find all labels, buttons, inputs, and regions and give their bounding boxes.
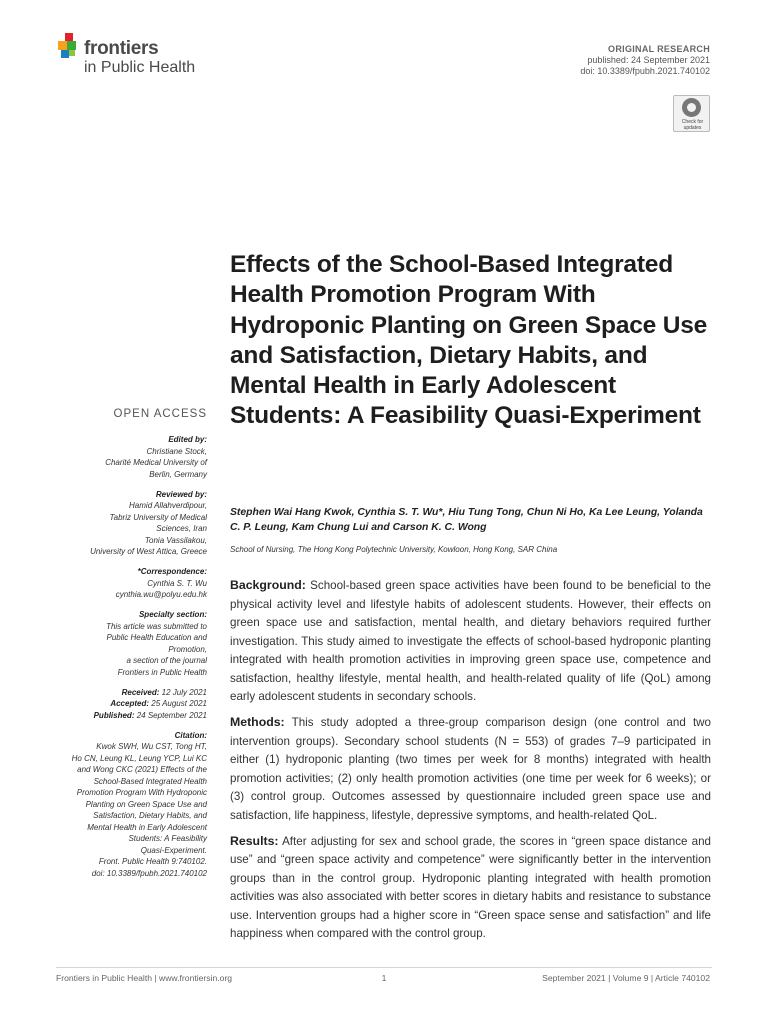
- crossmark-icon: [682, 98, 701, 117]
- abstract-results: [230, 832, 711, 944]
- published-date-sidebar: [60, 710, 207, 722]
- abstract: [230, 576, 711, 950]
- accepted-value: 25 August 2021: [151, 699, 207, 708]
- citation-line: Kwok SWH, Wu CST, Tong HT,: [96, 742, 207, 751]
- correspondence-name: Cynthia S. T. Wu: [147, 578, 207, 588]
- methods-label: Methods:: [230, 715, 285, 729]
- article-title: Effects of the School-Based Integrated Health Promotion Program With Hydroponic Planting on Green Space Use and Satisfaction, Dietary Habits, and Mental Health in Early Adolescent Students: A Feasibility Quasi-Experiment: [230, 251, 708, 430]
- received-date: [60, 687, 207, 699]
- journal-name: frontiers: [84, 38, 159, 59]
- specialty-line: This article was submitted to: [106, 621, 207, 631]
- correspondence-section: [60, 566, 207, 601]
- accepted-date: [60, 698, 207, 710]
- specialty-line: Public Health Education and: [106, 633, 207, 642]
- author-list: Stephen Wai Hang Kwok, Cynthia S. T. Wu*, Hiu Tung Tong, Chun Ni Ho, Ka Lee Leung, Yolanda C. P. Leung, Kam Chung Lui and Carson K. C. Wong: [230, 507, 703, 533]
- abstract-background: [230, 576, 711, 707]
- citation-line: Front. Public Health 9:740102.: [98, 857, 207, 866]
- citation-line: Promotion Program With Hydroponic: [76, 788, 207, 797]
- dates-section: [60, 687, 207, 722]
- reviewed-by-section: [60, 489, 207, 558]
- specialty-line: a section of the journal: [126, 656, 207, 665]
- check-for-updates-button[interactable]: [673, 95, 710, 132]
- edited-by-section: [60, 434, 207, 480]
- edited-by-heading: Edited by:: [168, 435, 207, 444]
- citation-line: School-Based Integrated Health: [93, 776, 207, 786]
- citation-heading: Citation:: [174, 730, 207, 740]
- citation-line: Satisfaction, Dietary Habits, and: [93, 811, 207, 820]
- specialty-heading: Specialty section:: [138, 610, 207, 619]
- editor-line: Berlin, Germany: [149, 469, 207, 479]
- reviewer-line: Tabriz University of Medical: [109, 512, 207, 522]
- accepted-label: Accepted:: [110, 699, 150, 708]
- citation-doi-link[interactable]: doi: 10.3389/fpubh.2021.740102: [91, 868, 207, 878]
- received-value: 12 July 2021: [161, 687, 207, 697]
- citation-line: Planting on Green Space Use and: [85, 799, 207, 809]
- reviewer-line: Hamid Allahverdipour,: [129, 501, 207, 510]
- citation-line: and Wong CKC (2021) Effects of the: [77, 765, 207, 774]
- published-label: Published:: [93, 710, 135, 720]
- editor-line: Charité Medical University of: [105, 458, 207, 467]
- open-access-label: OPEN ACCESS: [113, 408, 207, 420]
- page-number: 1: [381, 973, 387, 983]
- citation-section: [60, 730, 207, 880]
- footer-journal-link[interactable]: Frontiers in Public Health | www.frontiersin.org: [56, 973, 233, 983]
- methods-text: This study adopted a three-group comparison design (one control and two intervention groups). Secondary school students (N = 553) of grades 7–9 participated in either (1) hydroponic planting (two times per week for 8 months) integrated with health promotion activities; (2) only health promotion activities (one time per week for 6 weeks); or (3) control group. Outcomes assessed by questionnaire included green space use and satisfaction, life happiness, lifestyle, depressive symptoms, and health-related QoL.: [230, 716, 711, 822]
- background-text: School-based green space activities have been found to be beneficial to the physical activity level and lifestyle habits of adolescent students. However, their effects on green space use and satisfaction, mental health, and dietary behaviors required further investigation. This study aimed to investigate the effects of school-based hydroponic planting integrated with health promotion activities in improving green space use, competence and satisfaction, healthy lifestyle, mental health, and health-related quality of life (QoL) among early adolescent students in secondary schools.: [230, 579, 711, 703]
- results-text: After adjusting for sex and school grade, the scores in “green space distance and use” and “green space activity and competence” were significantly better in the intervention groups than in the control group. Hydroponic planting integrated with health promotion activities was also associated with better scores in dietary habits and resistance to substance use. Intervention groups had a higher score in “Green space sense and satisfaction” and life happiness when compared with the control group.: [230, 834, 711, 940]
- abstract-methods: [230, 713, 711, 825]
- results-label: Results:: [230, 833, 279, 848]
- reviewer-line: Tonia Vassilakou,: [144, 535, 207, 545]
- correspondence-email-link[interactable]: cynthia.wu@polyu.edu.hk: [115, 590, 207, 599]
- reviewer-line: University of West Attica, Greece: [90, 547, 207, 556]
- article-type: ORIGINAL RESEARCH: [608, 44, 710, 54]
- specialty-line: Promotion,: [168, 644, 207, 654]
- specialty-line: Frontiers in Public Health: [117, 667, 207, 677]
- editor-line: Christiane Stock,: [146, 446, 207, 456]
- check-updates-line2: updates: [683, 125, 702, 131]
- published-date: published: 24 September 2021: [587, 55, 710, 65]
- published-value: 24 September 2021: [136, 710, 207, 720]
- background-label: Background:: [230, 578, 306, 592]
- footer-divider: [56, 967, 712, 968]
- reviewer-line: Sciences, Iran: [156, 524, 207, 533]
- article-info-sidebar: [60, 407, 207, 888]
- citation-line: Students: A Feasibility: [128, 834, 207, 843]
- footer-article-info: September 2021 | Volume 9 | Article 740102: [542, 973, 710, 983]
- article-doi[interactable]: doi: 10.3389/fpubh.2021.740102: [580, 66, 710, 76]
- reviewed-by-heading: Reviewed by:: [155, 489, 207, 499]
- check-updates-line1: Check for: [681, 119, 704, 125]
- citation-line: Quasi-Experiment.: [140, 845, 207, 855]
- specialty-section: [60, 609, 207, 678]
- citation-line: Ho CN, Leung KL, Leung YCP, Lui KC: [71, 753, 207, 763]
- affiliation: School of Nursing, The Hong Kong Polytechnic University, Kowloon, Hong Kong, SAR China: [230, 545, 558, 554]
- correspondence-heading: *Correspondence:: [137, 567, 207, 576]
- citation-line: Mental Health in Early Adolescent: [87, 822, 207, 832]
- journal-subname: in Public Health: [84, 59, 196, 76]
- article-meta: [580, 44, 710, 77]
- frontiers-logo-icon: [56, 32, 86, 64]
- received-label: Received:: [121, 687, 160, 697]
